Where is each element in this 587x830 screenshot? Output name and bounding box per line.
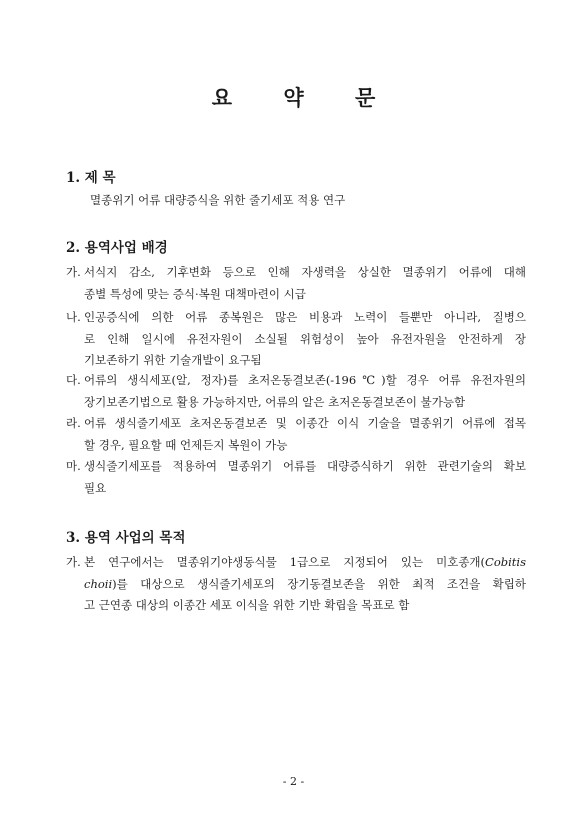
item-line: 기보존하기 위한 기술개발이 요구됨 bbox=[84, 353, 262, 367]
item-line: 인공증식에 의한 어류 종복원은 많은 비용과 노력이 들뿐만 아니라, 질병으 bbox=[84, 310, 526, 324]
section-2-item-4 bbox=[66, 413, 526, 456]
section-3-heading bbox=[66, 526, 185, 546]
scientific-name-genus: Cobitis bbox=[485, 555, 526, 569]
page-number: - 2 - bbox=[282, 775, 305, 788]
item-marker: 마. bbox=[66, 459, 81, 473]
page-title: 요 약 문 bbox=[211, 85, 398, 110]
section-3-item-1 bbox=[66, 552, 526, 617]
section-1-heading bbox=[66, 166, 116, 186]
item-line: 어류의 생식세포(알, 정자)를 초저온동결보존(-196℃)할 경우 어류 유전자원의 bbox=[84, 373, 526, 387]
section-2-item-3 bbox=[66, 370, 526, 413]
scientific-name-species: choii bbox=[84, 576, 113, 591]
item-line: 종별 특성에 맞는 증식·복원 대책마련이 시급 bbox=[84, 286, 306, 301]
item-marker: 가. bbox=[66, 555, 81, 569]
item-line bbox=[84, 552, 526, 574]
section-2-number: 2. bbox=[66, 240, 81, 256]
item-line: 서식지 감소, 기후변화 등으로 인해 자생력을 상실한 멸종위기 어류에 대해 bbox=[84, 265, 526, 279]
item-text: )를 대상으로 생식줄기세포의 장기동결보존을 위한 최적 조건을 확립하 bbox=[112, 576, 526, 591]
item-line: 어류 생식줄기세포 초저온동결보존 및 이종간 이식 기술을 멸종위기 어류에 접목 bbox=[84, 416, 526, 430]
section-2-item-2 bbox=[66, 307, 526, 372]
section-3-number: 3. bbox=[66, 530, 81, 546]
item-line: 필요 bbox=[84, 480, 107, 495]
item-line: 로 인해 일시에 유전자원이 소실될 위험성이 높아 유전자원을 안전하게 장 bbox=[84, 331, 526, 346]
item-marker: 나. bbox=[66, 310, 81, 324]
section-2-heading bbox=[66, 236, 168, 256]
section-1-number: 1. bbox=[66, 170, 81, 186]
section-2-item-5 bbox=[66, 456, 526, 499]
item-line bbox=[84, 574, 526, 596]
section-2-item-1 bbox=[66, 262, 526, 305]
section-1-title: 제 목 bbox=[84, 170, 116, 186]
item-line: 장기보존기법으로 활용 가능하지만, 어류의 알은 초저온동결보존이 불가능함 bbox=[84, 394, 466, 409]
item-line: 생식줄기세포를 적용하여 멸종위기 어류를 대량증식하기 위한 관련기술의 확보 bbox=[84, 459, 526, 473]
item-marker: 가. bbox=[66, 265, 81, 279]
item-marker: 다. bbox=[66, 373, 81, 387]
section-3-title: 용역 사업의 목적 bbox=[84, 530, 186, 546]
item-marker: 라. bbox=[66, 416, 81, 430]
section-1-text: 멸종위기 어류 대량증식을 위한 줄기세포 적용 연구 bbox=[90, 193, 346, 207]
item-line: 고 근연종 대상의 이종간 세포 이식을 위한 기반 확립을 목표로 함 bbox=[84, 598, 410, 612]
section-2-title: 용역사업 배경 bbox=[84, 240, 168, 256]
item-text: 본 연구에서는 멸종위기야생동식물 1급으로 지정되어 있는 미호종개( bbox=[84, 555, 486, 569]
item-line: 할 경우, 필요할 때 언제든지 복원이 가능 bbox=[84, 437, 288, 452]
